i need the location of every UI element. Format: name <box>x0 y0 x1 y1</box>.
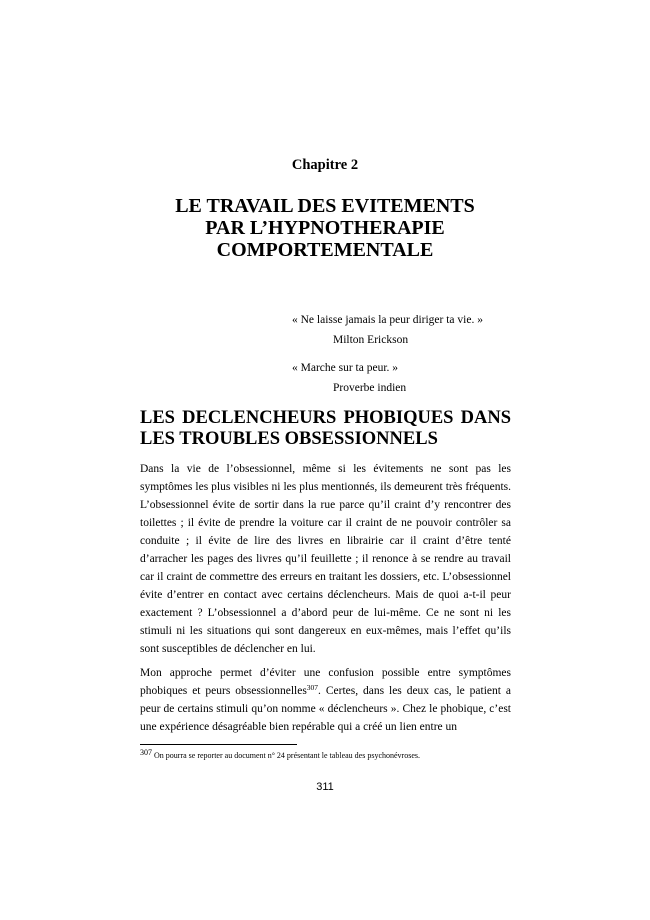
body-paragraph-1: Dans la vie de l’obsessionnel, même si les évitements ne sont pas les symptômes les plus visibles ni les plus mentionnés, ils demeurent très fréquents. L’obsessionnel évite de sortir dans la rue parce qu’il craint d’y rencontrer des toilettes ; il évite de prendre la voiture car il craint de ne pouvoir contrôler sa conduite ; il évite de lire des livres en librairie car il craint d’être tenté d’arracher les pages des livres qu’il feuillette ; il renonce à se rendre au travail car il craint de commettre des erreurs en traitant les dossiers, etc. L’obsessionnel évite d’entrer en contact avec certains déclencheurs. Mais de quoi a-t-il peur exactement ? L’obsessionnel a d’abord peur de lui-même. Ce ne sont ni les stimuli ni les situations qui sont dangereux en eux-mêmes, mais l’effet qu’ils sont susceptibles de déclencher en lui. <box>140 463 511 655</box>
chapter-title <box>120 195 530 261</box>
epigraph-quote-1: « Ne laisse jamais la peur diriger ta vie. » <box>292 314 483 326</box>
footnote-divider <box>140 744 297 745</box>
footnote-text: On pourra se reporter au document n° 24 présentant le tableau des psychonévroses. <box>152 751 420 760</box>
page-number: 311 <box>316 781 334 793</box>
paragraph-text: . Certes, dans les deux cas, le patient a peur de certains stimuli qu’on nomme « déclencheurs ». Chez le phobique, c’est une expérience désagréable bien repérable qui a créé un lien entre un <box>140 685 511 733</box>
epigraph-quote-2: « Marche sur ta peur. » <box>292 362 399 374</box>
section-heading-line-2: LES TROUBLES OBSESSIONNELS <box>140 429 438 449</box>
section-heading-line-1: LES DECLENCHEURS PHOBIQUES DANS <box>140 408 511 428</box>
footnote <box>140 748 511 760</box>
chapter-title-line: COMPORTEMENTALE <box>216 239 434 261</box>
chapter-title-line: PAR L’HYPNOTHERAPIE <box>205 217 445 239</box>
section-heading <box>140 408 511 450</box>
body-paragraph-2 <box>140 664 511 736</box>
paragraph-text: Mon approche permet d’éviter une confusion possible entre symptômes phobiques et peurs obsessionnelles <box>140 667 511 697</box>
chapter-label: Chapitre 2 <box>291 157 359 173</box>
chapter-title-line: LE TRAVAIL DES EVITEMENTS <box>175 195 475 217</box>
epigraph-author-1: Milton Erickson <box>333 334 409 346</box>
footnote-reference[interactable]: 307 <box>306 683 319 692</box>
footnote-number: 307 <box>140 748 152 757</box>
epigraph-author-2: Proverbe indien <box>333 382 407 394</box>
